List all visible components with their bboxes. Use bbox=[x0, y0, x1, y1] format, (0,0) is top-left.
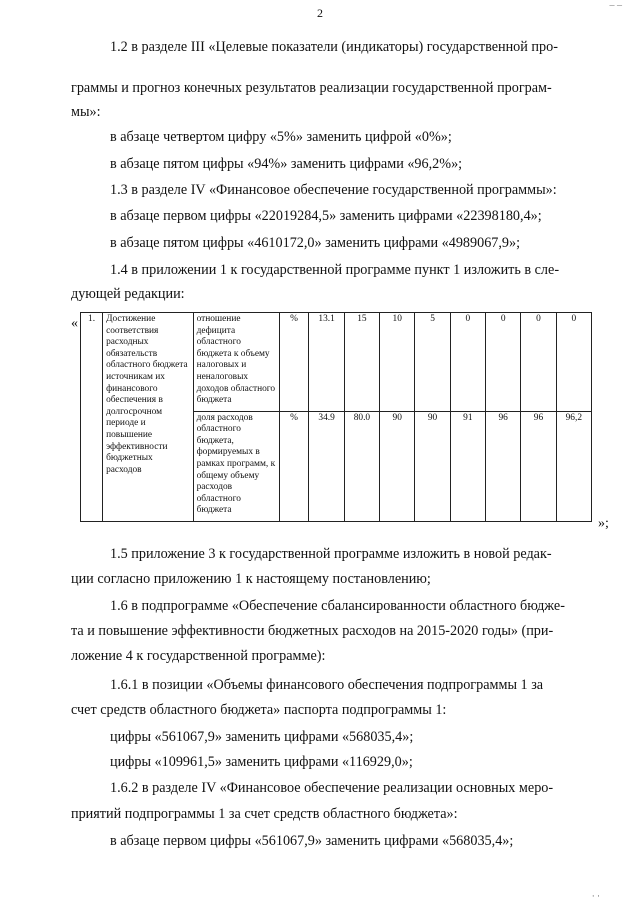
paragraph-line: 1.6.2 в разделе IV «Финансовое обеспечение реализации основных меро- bbox=[110, 780, 554, 796]
paragraph-line: дующей редакции: bbox=[71, 286, 185, 302]
paragraph-line: 1.2 в разделе III «Целевые показатели (индикаторы) государственной про- bbox=[110, 39, 558, 55]
paragraph-line: цифры «561067,9» заменить цифрами «568035,4»; bbox=[110, 729, 414, 745]
value-cell: 0 bbox=[486, 313, 521, 412]
paragraph-line: в абзаце первом цифры «22019284,5» заменить цифрами «22398180,4»; bbox=[110, 208, 542, 224]
value-cell: 10 bbox=[380, 313, 415, 412]
paragraph-line: ции согласно приложению 1 к настоящему постановлению; bbox=[71, 571, 431, 587]
paragraph-line: 1.4 в приложении 1 к государственной программе пункт 1 изложить в сле- bbox=[110, 262, 560, 278]
paragraph-line: 1.5 приложение 3 к государственной программе изложить в новой редак- bbox=[110, 546, 552, 562]
page-number: 2 bbox=[317, 6, 323, 20]
value-cell: 90 bbox=[380, 411, 415, 521]
paragraph-line: мы»: bbox=[71, 104, 101, 120]
row-number: 1. bbox=[81, 313, 103, 522]
table-row bbox=[81, 313, 592, 412]
value-cell: 96,2 bbox=[556, 411, 591, 521]
paragraph-line: ложение 4 к государственной программе): bbox=[71, 648, 326, 664]
indicator-cell: отношение дефицита областного бюджета к объему налоговых и неналоговых доходов областного бюджета bbox=[193, 313, 279, 412]
paragraph-line: в абзаце пятом цифры «4610172,0» заменить цифрами «4989067,9»; bbox=[110, 235, 521, 251]
paragraph-line: 1.6.1 в позиции «Объемы финансового обеспечения подпрограммы 1 за bbox=[110, 677, 544, 693]
paragraph-line: цифры «109961,5» заменить цифрами «116929,0»; bbox=[110, 754, 413, 770]
value-cell: 0 bbox=[556, 313, 591, 412]
paragraph-line: приятий подпрограммы 1 за счет средств областного бюджета»: bbox=[71, 806, 458, 822]
paragraph-line: та и повышение эффективности бюджетных расходов на 2015-2020 годы» (при- bbox=[71, 623, 554, 639]
value-cell: 90 bbox=[415, 411, 450, 521]
paragraph-line: в абзаце четвертом цифру «5%» заменить цифрой «0%»; bbox=[110, 129, 452, 145]
indicators-table bbox=[80, 312, 592, 522]
value-cell: 5 bbox=[415, 313, 450, 412]
value-cell: 0 bbox=[450, 313, 485, 412]
value-cell: 34.9 bbox=[309, 411, 344, 521]
paragraph-line: счет средств областного бюджета» паспорта подпрограммы 1: bbox=[71, 702, 447, 718]
corner-mark: – – bbox=[609, 0, 622, 11]
paragraph-line: граммы и прогноз конечных результатов реализации государственной програм- bbox=[71, 80, 552, 96]
paragraph-line: в абзаце пятом цифры «94%» заменить цифрами «96,2%»; bbox=[110, 156, 463, 172]
value-cell: 91 bbox=[450, 411, 485, 521]
value-cell: 96 bbox=[521, 411, 556, 521]
value-cell: 0 bbox=[521, 313, 556, 412]
unit-cell: % bbox=[279, 411, 309, 521]
paragraph-line: 1.3 в разделе IV «Финансовое обеспечение государственной программы»: bbox=[110, 182, 557, 198]
opening-quote: « bbox=[71, 316, 78, 331]
closing-quote: »; bbox=[598, 516, 609, 531]
unit-cell: % bbox=[279, 313, 309, 412]
value-cell: 80.0 bbox=[344, 411, 379, 521]
indicator-cell: доля расходов областного бюджета, формируемых в рамках программ, к общему объему расходов областного бюджета bbox=[193, 411, 279, 521]
value-cell: 15 bbox=[344, 313, 379, 412]
goal-cell: Достижение соответствия расходных обязательств областного бюджета источникам их финансового обеспечения в долгосрочном периоде и повышение эффективности бюджетных расходов bbox=[103, 313, 194, 522]
bottom-mark: · · bbox=[591, 891, 600, 901]
paragraph-line: 1.6 в подпрограмме «Обеспечение сбалансированности областного бюдже- bbox=[110, 598, 565, 614]
value-cell: 96 bbox=[486, 411, 521, 521]
value-cell: 13.1 bbox=[309, 313, 344, 412]
paragraph-line: в абзаце первом цифры «561067,9» заменить цифрами «568035,4»; bbox=[110, 833, 514, 849]
